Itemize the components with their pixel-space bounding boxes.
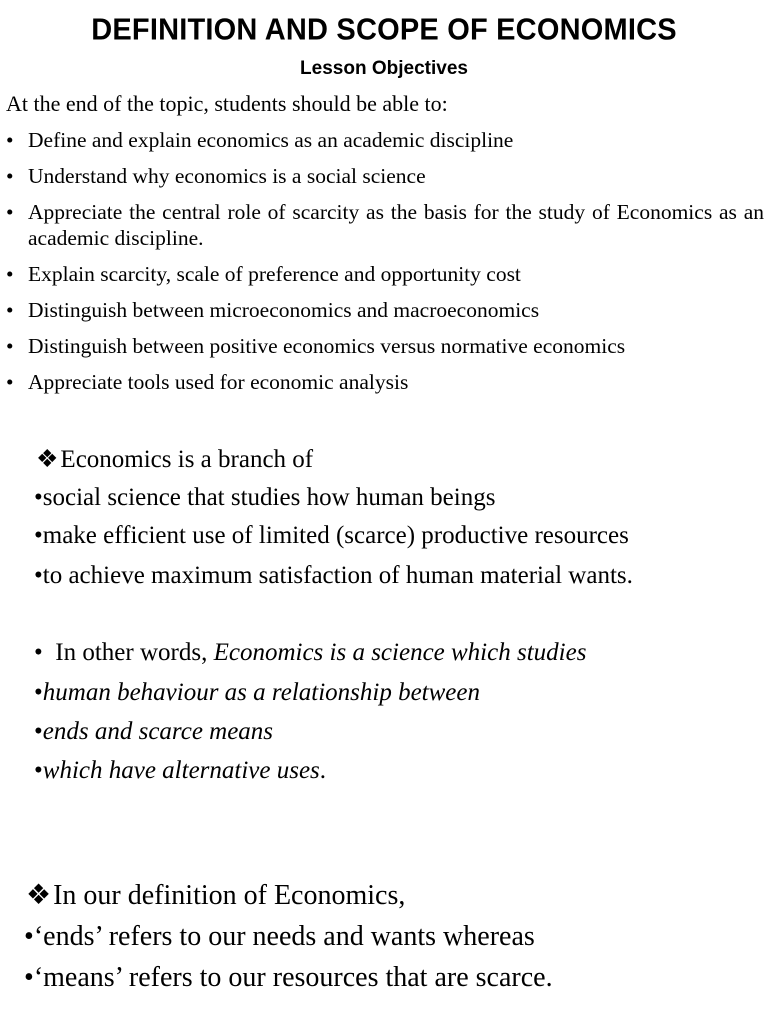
objective-text: Understand why economics is a social science [28, 164, 426, 188]
objective-text: Appreciate the central role of scarcity as the basis for the study of Economics as an academic discipline. [28, 200, 764, 250]
objective-item [0, 297, 764, 323]
bullet-icon: • [6, 164, 14, 188]
our-definition-line: •‘ends’ refers to our needs and wants whereas [24, 921, 535, 952]
bullet-icon: • [6, 334, 14, 358]
objective-text: Distinguish between positive economics versus normative economics [28, 334, 626, 358]
bullet-icon: • [24, 962, 34, 993]
objective-item [0, 127, 764, 153]
definition-heading: ❖Economics is a branch of [36, 446, 314, 473]
other-words-line: •human behaviour as a relationship between [34, 679, 480, 706]
other-words-line: •which have alternative uses. [34, 757, 327, 784]
objective-text: Distinguish between microeconomics and macroeconomics [28, 298, 540, 322]
bullet-icon: • [34, 522, 43, 549]
bullet-icon: • [34, 718, 43, 745]
objective-item [0, 163, 764, 189]
objective-item [0, 199, 764, 251]
objective-text: Appreciate tools used for economic analysis [28, 370, 409, 394]
bullet-icon: • [24, 921, 34, 952]
definition-line: •social science that studies how human beings [34, 484, 496, 511]
other-words-line: •ends and scarce means [34, 718, 274, 745]
bullet-icon: • [6, 298, 14, 322]
intro-text: At the end of the topic, students should be able to: [6, 91, 448, 116]
objectives-list [0, 127, 764, 405]
definition-line: •make efficient use of limited (scarce) productive resources [34, 522, 629, 549]
objective-text: Explain scarcity, scale of preference and opportunity cost [28, 262, 521, 286]
objective-text: Define and explain economics as an academic discipline [28, 128, 514, 152]
bullet-icon: • [34, 757, 43, 784]
bullet-icon: • [34, 562, 43, 589]
page-title: DEFINITION AND SCOPE OF ECONOMICS [91, 13, 677, 47]
bullet-icon: • [6, 200, 14, 224]
bullet-icon: • [34, 639, 43, 666]
bullet-icon: • [6, 370, 14, 394]
bullet-icon: • [34, 679, 43, 706]
our-definition-line: •‘means’ refers to our resources that are scarce. [24, 962, 553, 993]
lesson-objectives-heading: Lesson Objectives [300, 58, 468, 79]
objective-item [0, 369, 764, 395]
other-words-lead: • In other words, Economics is a science which studies [34, 639, 587, 666]
bullet-icon: • [6, 128, 14, 152]
bullet-icon: • [6, 262, 14, 286]
diamond-bullet-icon: ❖ [36, 446, 59, 473]
definition-line: •to achieve maximum satisfaction of human material wants. [34, 562, 633, 589]
objective-item [0, 333, 764, 359]
diamond-bullet-icon: ❖ [26, 880, 52, 911]
our-definition-heading: ❖In our definition of Economics, [26, 880, 406, 911]
objective-item [0, 261, 764, 287]
bullet-icon: • [34, 484, 43, 511]
